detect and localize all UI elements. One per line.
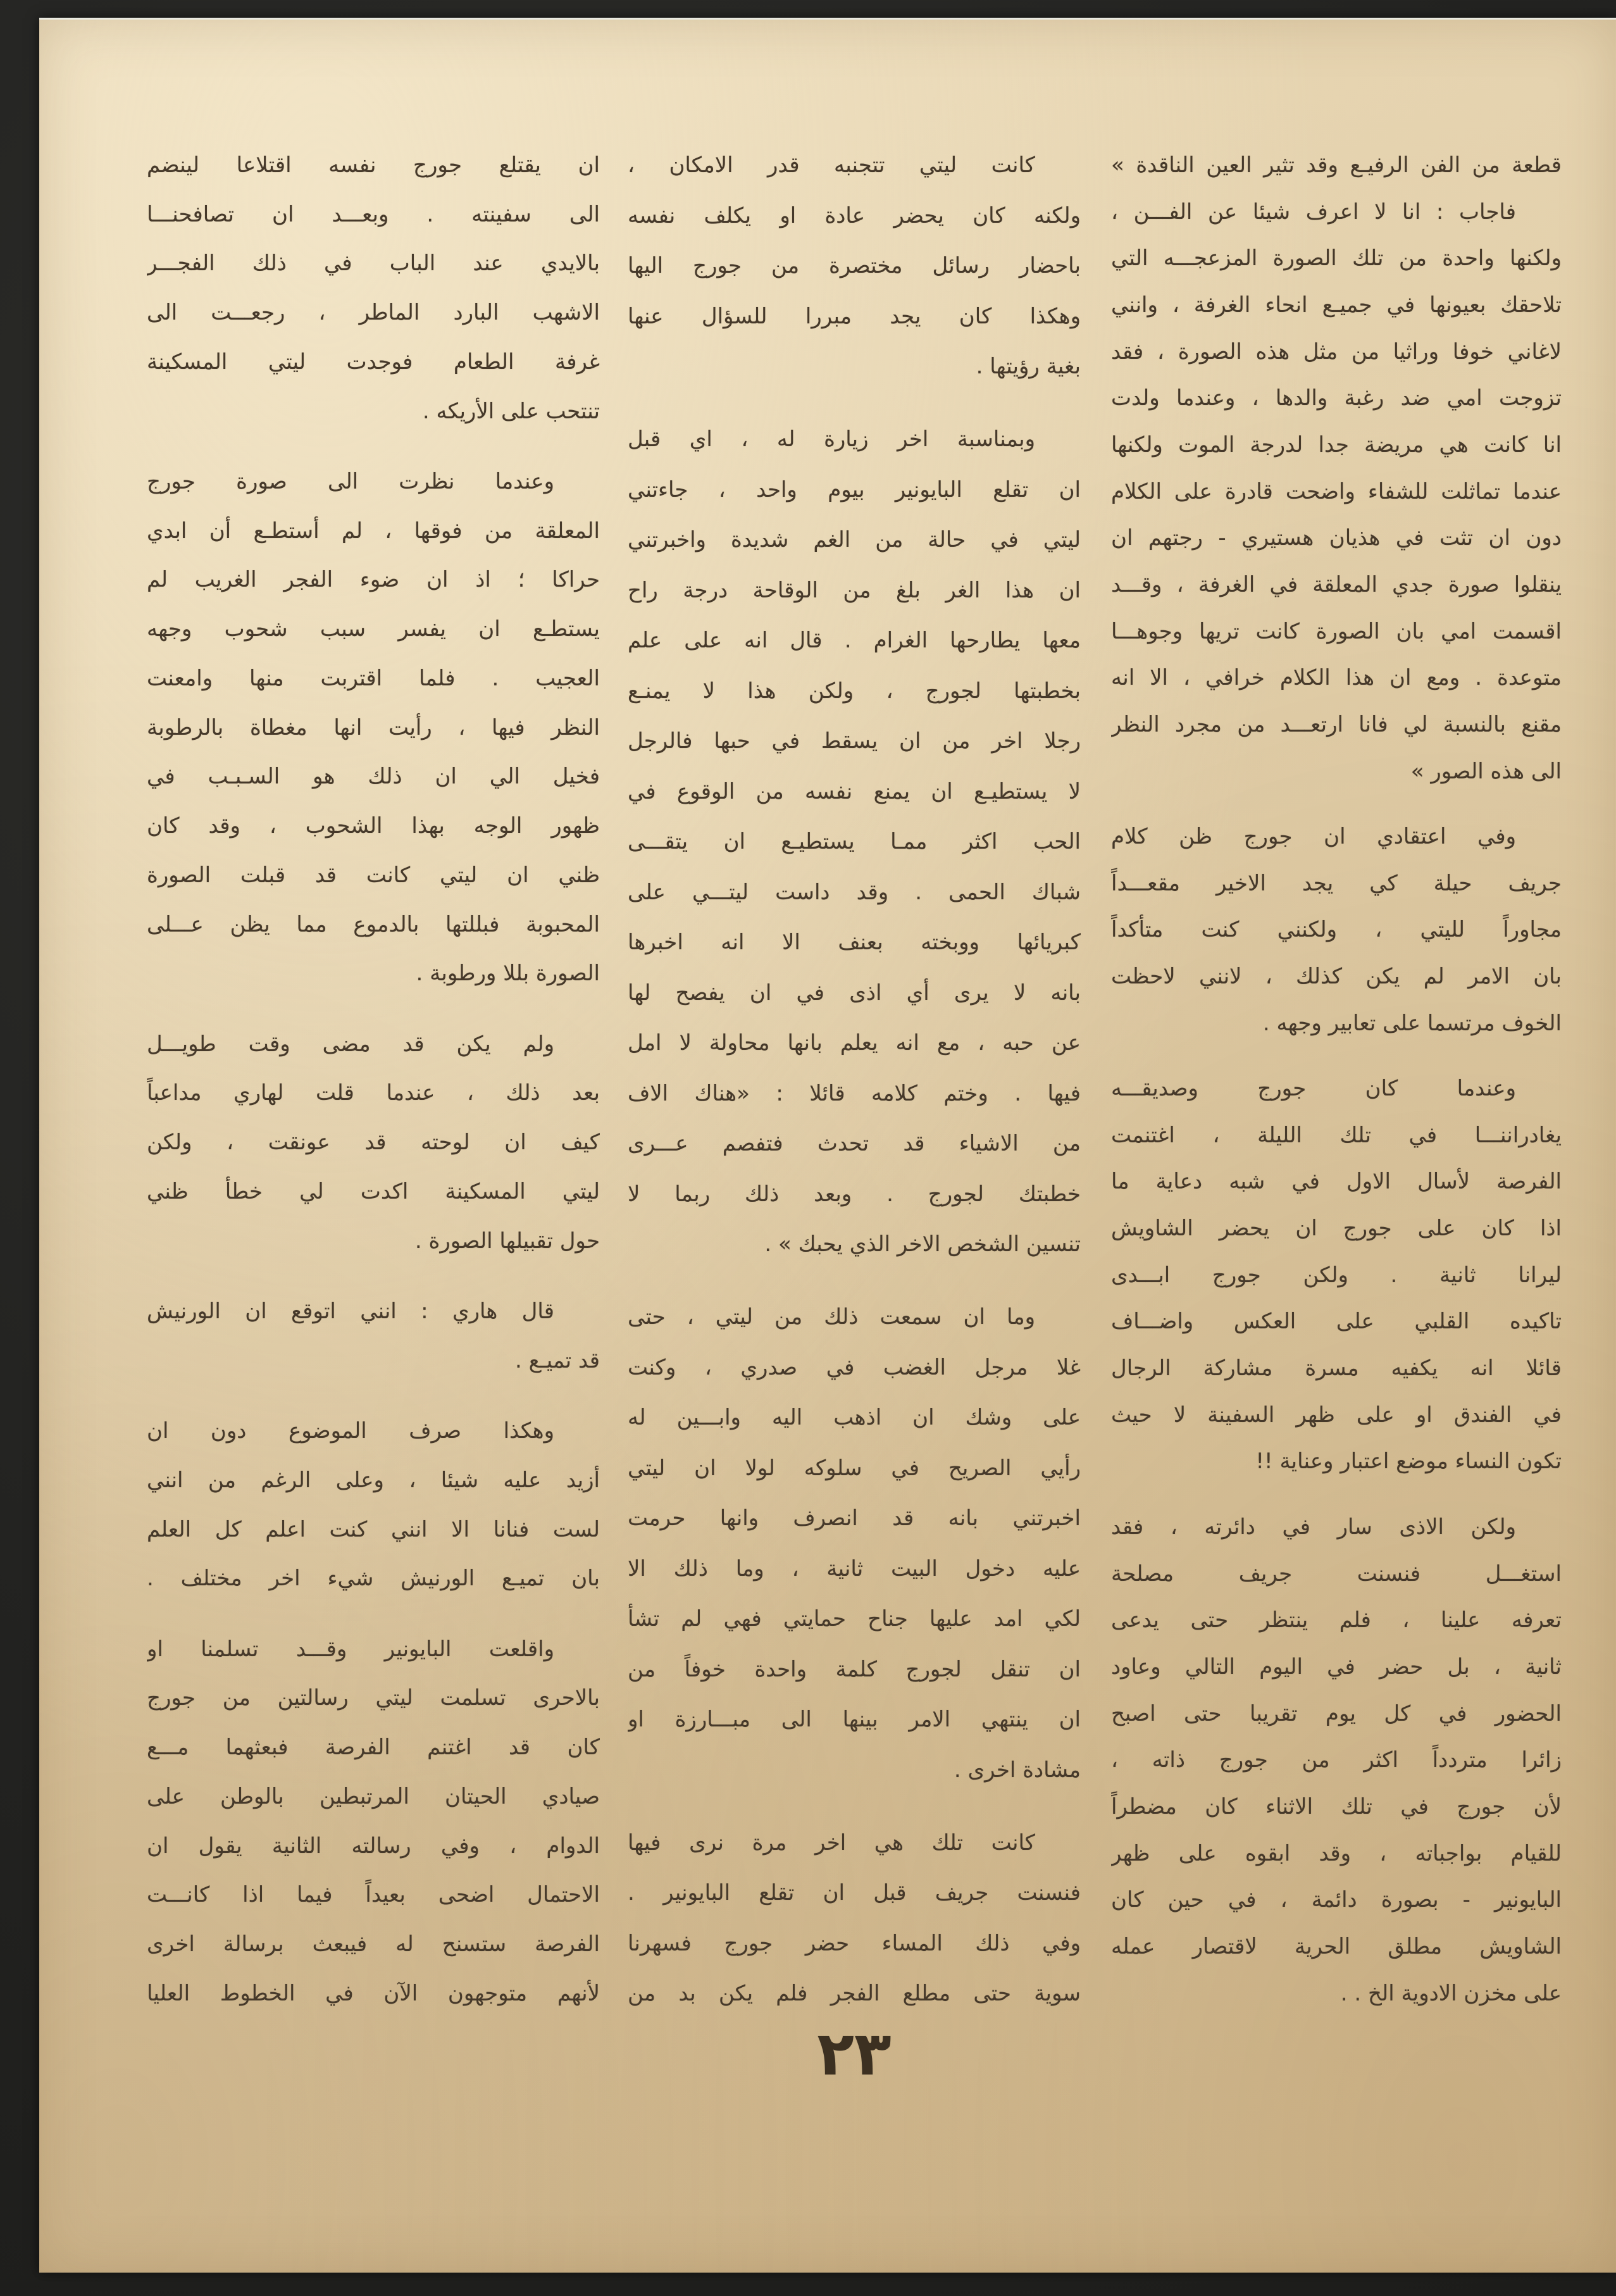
paragraph-gap — [147, 1005, 600, 1013]
text-line: مجاوراً لليتي ، ولكنني كنت متأكداً — [1111, 917, 1562, 943]
text-line: الدوام ، وفي رسالته الثانية يقول ان — [147, 1833, 600, 1859]
text-line: اقسمت امي بان الصورة كانت تريها وجوهـــا — [1111, 618, 1562, 644]
paragraph-gap — [147, 1610, 600, 1618]
text-line: لكي امد عليها جناح حمايتي فهي لم تشأ — [628, 1606, 1081, 1632]
text-line: الشاويش مطلق الحرية لاقتصار عمله — [1111, 1933, 1562, 1959]
text-line: حول تقبيلها الصورة . — [414, 1228, 600, 1254]
text-line: اذا كان على جورج ان يحضر الشاويش — [1111, 1216, 1562, 1242]
text-line: وما ان سمعت ذلك من ليتي ، حتى — [628, 1304, 1035, 1330]
text-line: عن حبه ، مع انه يعلم بانها محاولة لا امل — [628, 1030, 1081, 1056]
paragraph-gap — [1111, 800, 1562, 808]
text-line: غرفة الطعام فوجدت ليتي المسكينة — [147, 349, 600, 375]
text-line: ولكنها واحدة من تلك الصورة المزعجـــه التي — [1111, 246, 1562, 271]
text-line: المعلقة من فوقها ، لم أستطـع أن ابدي — [147, 518, 600, 544]
text-line: ليتي في حالة من الغم شديدة واخبرتني — [628, 527, 1081, 552]
text-line: ولكن الاذى سار في دائرته ، فقد — [1111, 1514, 1516, 1540]
text-line: تعرفه علينا ، فلم ينتظر حتى يدعى — [1111, 1607, 1562, 1633]
text-line: زائرا متردداً اكثر من جورج ذاته ، — [1111, 1747, 1562, 1773]
text-line: كان قد اغتنم الفرصة فبعثهما مـــع — [147, 1735, 600, 1761]
text-line: النظر فيها ، رأيت انها مغطاة بالرطوبة — [147, 714, 600, 740]
text-line: المحبوبة فبللتها بالدموع مما يظن عـــلى — [147, 911, 600, 937]
text-line: بخطبتها لجورج ، ولكن هذا لا يمنـع — [628, 678, 1081, 704]
text-line: قائلا انه يكفيه مسرة مشاركة الرجال — [1111, 1356, 1562, 1382]
paragraph-gap — [628, 1802, 1081, 1810]
text-line: ليتي المسكينة اكدت لي خطأ ظني — [147, 1178, 600, 1204]
text-column-left — [147, 147, 600, 2011]
text-line: لاغاني خوفا وراثيا من مثل هذه الصورة ، فقد — [1111, 339, 1562, 365]
text-line: بالايدي عند الباب في ذلك الفجـــر — [147, 251, 600, 277]
text-line: فخيل الي ان ذلك هو السـبـب في — [147, 764, 600, 790]
text-line: تلاحقك بعيونها في جميـع انحاء الغرفة ، وانني — [1111, 292, 1562, 318]
text-line: قد تميـع . — [515, 1347, 600, 1373]
text-line: رأيي الصريح في سلوكه لولا ان ليتي — [628, 1455, 1081, 1481]
text-line: وبمناسبة اخر زيارة له ، اي قبل — [628, 427, 1035, 452]
text-line: البايونير - بصورة دائمة ، في حين كان — [1111, 1887, 1562, 1913]
text-line: ثانية ، بل حضر في اليوم التالي وعاود — [1111, 1654, 1562, 1680]
text-line: عندما تماثلت للشفاء واضحت قادرة على الكلام — [1111, 478, 1562, 504]
text-line: من الاشياء قد تحدث فتفصم عـــرى — [628, 1131, 1081, 1156]
paragraph-gap — [628, 1277, 1081, 1285]
text-line: عليه دخول البيت ثانية ، وما ذلك الا — [628, 1556, 1081, 1582]
text-line: ان تقلع البايونير بيوم واحد ، جاءتني — [628, 477, 1081, 502]
text-line: قال هاري : انني اتوقع ان الورنيش — [147, 1298, 554, 1324]
text-column-right — [1111, 147, 1562, 2011]
text-line: الخوف مرتسما على تعابير وجهه . — [1262, 1010, 1562, 1036]
text-line: في الفندق او على ظهر السفينة لا حيث — [1111, 1402, 1562, 1428]
text-line: الاشهب البارد الماطر ، رجعـــت الى — [147, 300, 600, 326]
text-line: كيف ان لوحته قد عونقت ، ولكن — [147, 1130, 600, 1156]
text-line: ليرانا ثانية . ولكن جورج ابـــدى — [1111, 1262, 1562, 1288]
text-line: الفرصة ستسنح له فيبعث برسالة اخرى — [147, 1931, 600, 1957]
text-line: الى سفينته . وبعـــد ان تصافحنـــا — [147, 201, 600, 227]
text-line: فنسنت جريف قبل ان تقلع البايونير . — [628, 1880, 1081, 1906]
text-line: سوية حتى مطلع الفجر فلم يكن بد من — [628, 1981, 1081, 2006]
text-line: فاجاب : انا لا اعرف شيئا عن الفـــن ، — [1111, 199, 1516, 225]
text-line: ولم يكن قد مضى وقت طويـــل — [147, 1031, 554, 1057]
text-line: انا كانت هي مريضة جدا لدرجة الموت ولكنها — [1111, 432, 1562, 458]
text-line: لأن جورج في تلك الاثناء كان مضطراً — [1111, 1794, 1562, 1819]
text-line: معها يطارحها الغرام . قال انه على علم — [628, 628, 1081, 653]
text-line: ان هذا الغر بلغ من الوقاحة درجة راح — [628, 577, 1081, 603]
text-line: واقلعت البايونير وقـــد تسلمنا او — [147, 1636, 554, 1662]
text-line: العجيب . فلما اقتربت منها وامعنت — [147, 665, 600, 691]
text-line: الاحتمال اضحى بعيداً فيما اذا كانـــت — [147, 1882, 600, 1908]
text-line: تكون النساء موضع اعتبار وعناية !! — [1255, 1449, 1562, 1475]
text-line: وهكذا كان يجد مبررا للسؤال عنها — [628, 303, 1081, 329]
text-line: لأنهم متوجهون الآن في الخطوط العليا — [147, 1980, 600, 2006]
paragraph-gap — [1111, 1052, 1562, 1059]
text-line: على مخزن الادوية الخ . . — [1340, 1980, 1562, 2006]
text-line: ان يقتلع جورج نفسه اقتلاعا لينضم — [147, 153, 600, 178]
text-line: شباك الحمى . وقد داست ليتـــي على — [628, 879, 1081, 905]
text-line: الصورة بللا ورطوبة . — [416, 961, 600, 987]
paragraph-gap — [1111, 1490, 1562, 1498]
text-column-middle — [628, 147, 1081, 2011]
text-line: خطبتك لجورج . وبعد ذلك ربما لا — [628, 1181, 1081, 1207]
text-line: غلا مرجل الغضب في صدري ، وكنت — [628, 1354, 1081, 1380]
text-line: وعندما كان جورج وصديقـــه — [1111, 1076, 1516, 1102]
paragraph-gap — [628, 399, 1081, 407]
text-line: لست فنانا الا انني كنت اعلم كل العلم — [147, 1516, 600, 1542]
text-line: كانت ليتي تتجنبه قدر الامكان ، — [628, 153, 1035, 178]
text-line: على وشك ان اذهب اليه وابـــين له — [628, 1405, 1081, 1430]
text-line: بغية رؤيتها . — [976, 354, 1081, 379]
text-line: ان ينتهي الامر بينها الى مبـــارزة او — [628, 1707, 1081, 1732]
paragraph-gap — [147, 1272, 600, 1280]
text-line: جريف حيلة كي يجد الاخير مقعـــداً — [1111, 870, 1562, 896]
text-line: مقنع بالنسبة لي فانا ارتعـــد من مجرد النظر — [1111, 712, 1562, 738]
text-line: للقيام بواجباته ، وقد ابقوه على ظهر — [1111, 1840, 1562, 1866]
text-line: لا يستطيـع ان يمنع نفسه من الوقوع في — [628, 778, 1081, 804]
paragraph-gap — [147, 442, 600, 450]
text-line: وعندما نظرت الى صورة جورج — [147, 469, 554, 495]
text-line: اخبرتني بانه قد انصرف وانها حرمت — [628, 1506, 1081, 1531]
text-line: تنسين الشخص الاخر الذي يحبك » . — [764, 1232, 1081, 1257]
text-line: بالاحرى تسلمت ليتي رسالتين من جورج — [147, 1685, 600, 1711]
text-line: يستطـع ان يفسر سبب شحوب وجهه — [147, 616, 600, 642]
text-line: ولكنه كان يحضر عادة او يكلف نفسه — [628, 203, 1081, 228]
text-line: تزوجت امي ضد رغبة والدها ، وعندما ولدت — [1111, 385, 1562, 411]
text-line: رجلا اخر من ان يسقط في حبها فالرجل — [628, 728, 1081, 754]
paragraph-gap — [147, 1392, 600, 1399]
text-line: بان الامر لم يكن كذلك ، لانني لاحظت — [1111, 964, 1562, 990]
text-line: وهكذا صرف الموضوع دون ان — [147, 1418, 554, 1444]
text-line: قطعة من الفن الرفيـع وقد تثير العين الناقدة » — [1111, 153, 1562, 178]
text-line: أزيد عليه شيئا ، وعلى الرغم من انني — [147, 1467, 600, 1493]
text-line: الحب اكثر ممـا يستطيـع ان يتقـــى — [628, 829, 1081, 854]
text-line: بان تميـع الورنيش شيء اخر مختلف . — [147, 1566, 600, 1592]
text-line: الفرصة لأسال الاول في شبه دعاية ما — [1111, 1169, 1562, 1195]
text-line: ينقلوا صورة جدي المعلقة في الغرفة ، وقـــد — [1111, 572, 1562, 598]
text-line: كانت تلك هي اخر مرة نرى فيها — [628, 1830, 1035, 1856]
text-line: بانه لا يرى أي اذى في ان يفصح لها — [628, 980, 1081, 1006]
text-line: ظهور الوجه بهذا الشحوب ، وقد كان — [147, 813, 600, 839]
text-line: بعد ذلك ، عندما قلت لهاري مداعباً — [147, 1080, 600, 1106]
text-line: مشادة اخرى . — [954, 1757, 1081, 1783]
text-line: ان تنقل لجورج كلمة واحدة خوفاً من — [628, 1656, 1081, 1682]
text-line: باحضار رسائل مختصرة من جورج اليها — [628, 253, 1081, 278]
text-line: صيادي الحيتان المرتبطين بالوطن على — [147, 1783, 600, 1809]
text-line: الحضور في كل يوم تقريبا حتى اصبح — [1111, 1700, 1562, 1726]
page-number: ٢٣ — [817, 2018, 892, 2089]
text-line: متوعدة . ومع ان هذا الكلام خرافي ، الا انه — [1111, 665, 1562, 691]
text-line: ظني ان ليتي كانت قد قبلت الصورة — [147, 862, 600, 888]
text-line: حراكا ؛ اذ ان ضوء الفجر الغريب لم — [147, 567, 600, 593]
text-line: تنتحب على الأريكه . — [422, 398, 600, 424]
text-line: يغادراننـــا في تلك الليلة ، اغتنمت — [1111, 1122, 1562, 1148]
text-line: دون ان تثت في هذيان هستيري - رجتهم ان — [1111, 525, 1562, 551]
text-line: تاكيده القلبي على العكس واضـــاف — [1111, 1309, 1562, 1335]
text-line: استغـــل فنسنت جريف مصلحة — [1111, 1561, 1562, 1587]
text-line: كبريائها ووبخته بعنف الا انه اخبرها — [628, 930, 1081, 955]
scanned-page-paper — [39, 18, 1616, 2273]
text-line: فيها . وختم كلامه قائلا : «هناك الاف — [628, 1080, 1081, 1106]
text-line: الى هذه الصور » — [1410, 758, 1562, 784]
text-line: وفي اعتقادي ان جورج ظن كلام — [1111, 824, 1516, 850]
text-line: وفي ذلك المساء حضر جورج فسهرنا — [628, 1930, 1081, 1956]
